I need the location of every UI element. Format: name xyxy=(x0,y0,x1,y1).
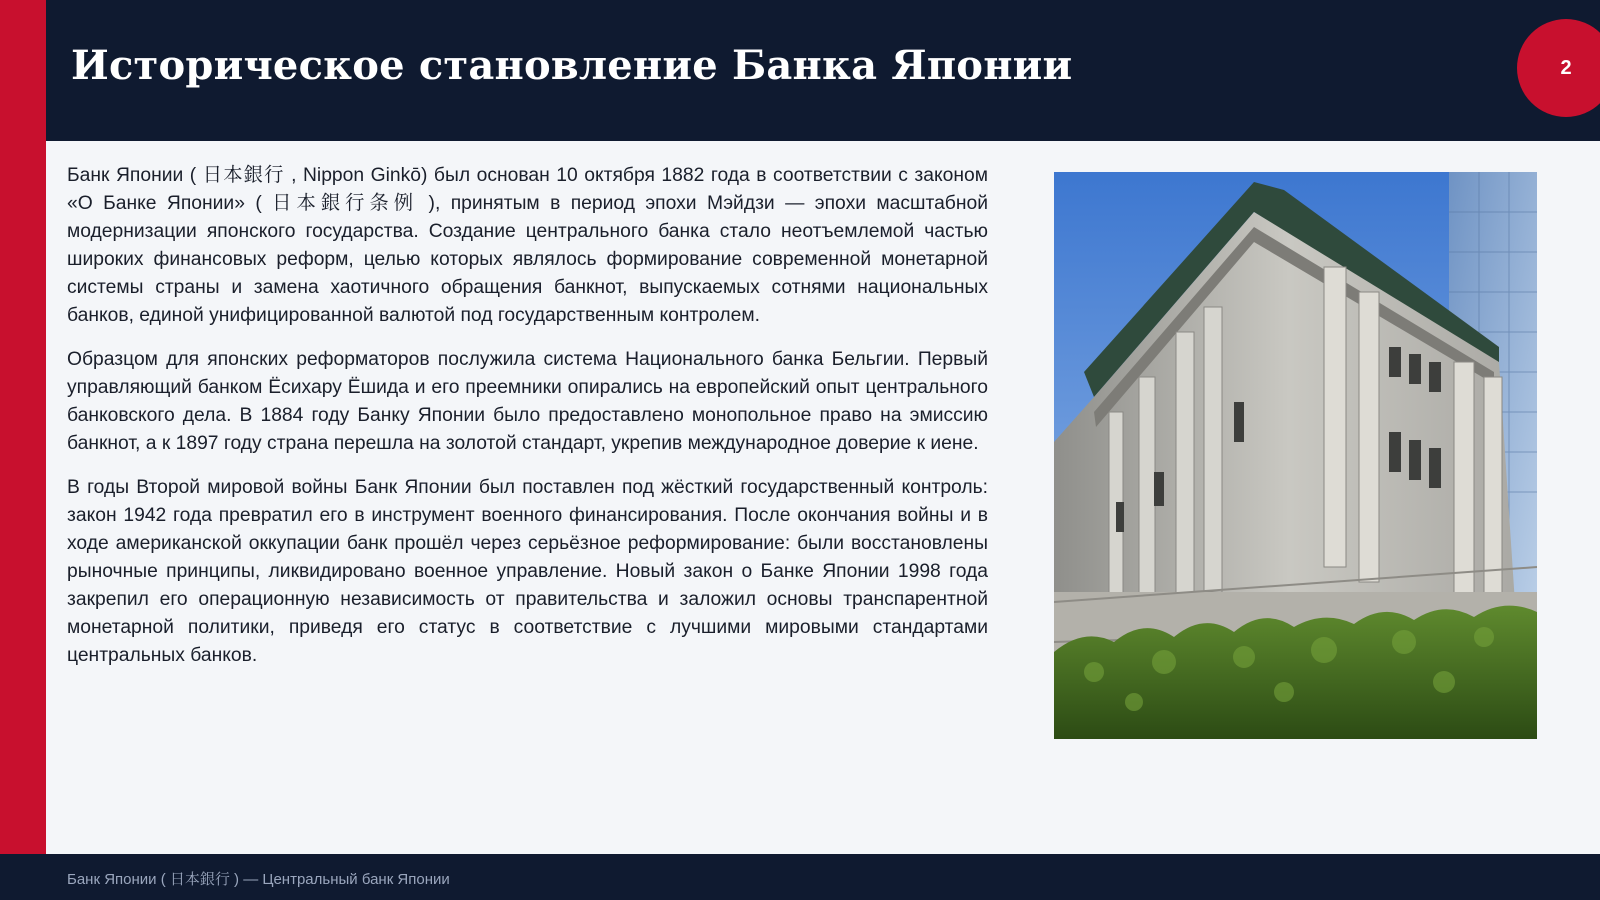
page-number-badge: 2 xyxy=(1517,19,1600,117)
paragraph-reforms: Образцом для японских реформаторов послужила система Национального банка Бельгии. Первый управляющий банком Ёсихару Ёшида и его преемники опирались на европейский опыт центрального банковского дела. В 1884 году Банку Японии было предоставлено монопольное право на эмиссию банкнот, а к 1897 году страна перешла на золотой стандарт, укрепив международное доверие к иене. xyxy=(67,349,988,454)
paragraph-postwar: В годы Второй мировой войны Банк Японии был поставлен под жёсткий государственный контроль: закон 1942 года превратил его в инструмент военного финансирования. После окончания войны и в ходе американской оккупации банк прошёл через серьёзное реформирование: были восстановлены рыночные принципы, ликвидировано военное управление. Новый закон о Банке Японии 1998 года закрепил его операционную независимость от правительства и заложил основы транспарентной монетарной политики, приведя его статус в соответствие с лучшими мировыми стандартами центральных банков. xyxy=(67,477,988,666)
body-text xyxy=(67,162,988,686)
accent-bar xyxy=(0,0,46,900)
footer-caption: Банк Японии ( 日本銀行 ) — Центральный банк Японии xyxy=(67,871,450,888)
slide-title: Историческое становление Банка Японии xyxy=(71,42,1073,89)
slide-header xyxy=(46,0,1600,141)
bank-building-photo xyxy=(1054,172,1537,739)
slide-footer xyxy=(0,854,1600,900)
paragraph-founding: Банк Японии ( 日本銀行 , Nippon Ginkō) был основан 10 октября 1882 года в соответствии с законом «О Банке Японии» ( 日本銀行条例 ), принятым в период эпохи Мэйдзи — эпохи масштабной модернизации японского государства. Создание центрального банка стало неотъемлемой частью широких финансовых реформ, целью которых являлось формирование современной монетарной системы страны и замена хаотичного обращения банкнот, выпускаемых сотнями национальных банков, единой унифицированной валютой под государственным контролем. xyxy=(67,165,988,326)
